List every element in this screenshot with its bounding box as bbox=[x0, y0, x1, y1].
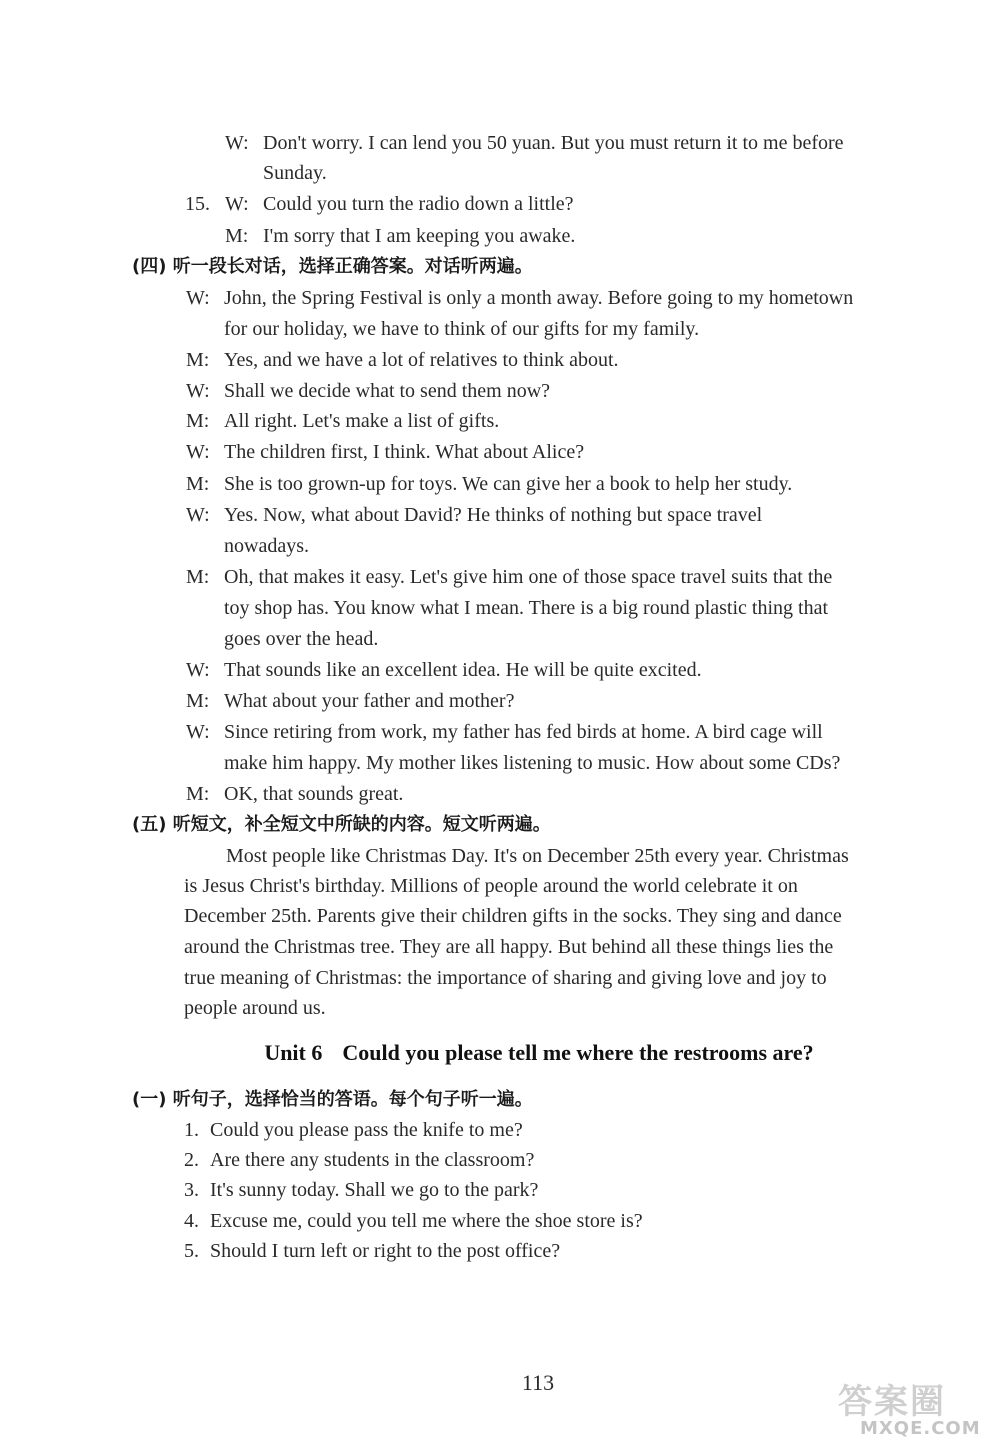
speaker-label: W: bbox=[225, 193, 249, 215]
paragraph-line: December 25th. Parents give their children gifts in the socks. They sing and dance bbox=[184, 905, 842, 927]
item-number: 15. bbox=[185, 193, 210, 215]
dialogue-line bbox=[186, 469, 792, 499]
speaker-label: M: bbox=[186, 349, 210, 371]
dialogue-text: make him happy. My mother likes listening to music. How about some CDs? bbox=[224, 752, 841, 774]
watermark-url: MXQE.COM bbox=[860, 1418, 981, 1439]
page-number: 113 bbox=[521, 1370, 555, 1395]
speaker-label: M: bbox=[186, 473, 210, 495]
item-number: 2. bbox=[184, 1149, 199, 1171]
dialogue-line bbox=[224, 531, 309, 561]
list-item bbox=[184, 1175, 538, 1205]
dialogue-text: Yes, and we have a lot of relatives to think about. bbox=[224, 349, 619, 371]
dialogue-line bbox=[186, 655, 702, 685]
dialogue-line bbox=[186, 686, 514, 716]
speaker-label: W: bbox=[186, 287, 210, 309]
paragraph-line: people around us. bbox=[184, 997, 326, 1019]
dialogue-text: goes over the head. bbox=[224, 628, 379, 650]
watermark-logo bbox=[838, 1374, 988, 1444]
dialogue-line bbox=[186, 283, 853, 313]
paragraph-line: true meaning of Christmas: the importance of sharing and giving love and joy to bbox=[184, 967, 827, 989]
speaker-label: M: bbox=[186, 783, 210, 805]
dialogue-line bbox=[186, 779, 403, 809]
dialogue-line bbox=[224, 314, 699, 344]
speaker-label: W: bbox=[186, 659, 210, 681]
speaker-label: W: bbox=[186, 721, 210, 743]
dialogue-text: Yes. Now, what about David? He thinks of nothing but space travel bbox=[224, 504, 763, 526]
dialogue-text: Oh, that makes it easy. Let's give him one of those space travel suits that the bbox=[224, 566, 833, 588]
dialogue-line bbox=[225, 128, 947, 158]
dialogue-text: The children first, I think. What about Alice? bbox=[224, 441, 585, 463]
dialogue-text: Could you turn the radio down a little? bbox=[263, 193, 574, 215]
dialogue-text: OK, that sounds great. bbox=[224, 783, 404, 805]
dialogue-line bbox=[186, 717, 823, 747]
item-number: 5. bbox=[184, 1240, 199, 1262]
dialogue-line bbox=[186, 562, 832, 592]
dialogue-text: toy shop has. You know what I mean. There is a big round plastic thing that bbox=[224, 597, 829, 619]
item-number: 4. bbox=[184, 1210, 199, 1232]
item-text: Are there any students in the classroom? bbox=[210, 1149, 535, 1171]
speaker-label: W: bbox=[186, 504, 210, 526]
dialogue-line bbox=[186, 345, 619, 375]
paragraph-line: Most people like Christmas Day. It's on December 25th every year. Christmas bbox=[226, 845, 849, 867]
speaker-label: M: bbox=[186, 690, 210, 712]
dialogue-text: That sounds like an excellent idea. He will be quite excited. bbox=[224, 659, 702, 681]
item-text: Should I turn left or right to the post office? bbox=[210, 1240, 561, 1262]
dialogue-line bbox=[186, 376, 550, 406]
dialogue-line bbox=[263, 158, 327, 188]
dialogue-text: John, the Spring Festival is only a month away. Before going to my hometown bbox=[224, 287, 854, 309]
dialogue-line bbox=[224, 748, 840, 778]
dialogue-line bbox=[224, 593, 828, 623]
dialogue-text: Shall we decide what to send them now? bbox=[224, 380, 551, 402]
speaker-label: W: bbox=[186, 441, 210, 463]
watermark-text: 答案圈 bbox=[838, 1382, 946, 1422]
item-number: 1. bbox=[184, 1119, 199, 1141]
list-item bbox=[184, 1145, 534, 1175]
section-heading: (四) 听一段长对话，选择正确答案。对话听两遍。 bbox=[132, 256, 533, 277]
speaker-label: W: bbox=[186, 380, 210, 402]
dialogue-text: for our holiday, we have to think of our gifts for my family. bbox=[224, 318, 700, 340]
dialogue-line bbox=[186, 500, 762, 530]
list-item bbox=[184, 1115, 523, 1145]
dialogue-line bbox=[186, 406, 499, 436]
item-number: 3. bbox=[184, 1179, 199, 1201]
speaker-label: M: bbox=[225, 225, 249, 247]
dialogue-line bbox=[225, 221, 575, 251]
dialogue-text: I'm sorry that I am keeping you awake. bbox=[263, 225, 576, 247]
dialogue-line bbox=[224, 624, 378, 654]
dialogue-text: Sunday. bbox=[263, 162, 327, 184]
unit-label: Unit 6 bbox=[264, 1040, 323, 1065]
unit-title bbox=[0, 1038, 1000, 1068]
list-item bbox=[184, 1236, 560, 1266]
unit-heading: Could you please tell me where the restrooms are? bbox=[342, 1040, 814, 1065]
speaker-label: M: bbox=[186, 410, 210, 432]
dialogue-text: nowadays. bbox=[224, 535, 309, 557]
speaker-label: W: bbox=[225, 132, 249, 154]
dialogue-text: All right. Let's make a list of gifts. bbox=[224, 410, 500, 432]
item-text: Excuse me, could you tell me where the shoe store is? bbox=[210, 1210, 643, 1232]
list-item bbox=[184, 1206, 643, 1236]
dialogue-text: What about your father and mother? bbox=[224, 690, 515, 712]
item-text: Could you please pass the knife to me? bbox=[210, 1119, 523, 1141]
speaker-label: M: bbox=[186, 566, 210, 588]
dialogue-text: Since retiring from work, my father has fed birds at home. A bird cage will bbox=[224, 721, 823, 743]
dialogue-text: She is too grown-up for toys. We can give her a book to help her study. bbox=[224, 473, 793, 495]
paragraph-line: is Jesus Christ's birthday. Millions of people around the world celebrate it on bbox=[184, 875, 798, 897]
paragraph-line: around the Christmas tree. They are all happy. But behind all these things lies the bbox=[184, 936, 834, 958]
section-heading: (五) 听短文，补全短文中所缺的内容。短文听两遍。 bbox=[132, 814, 551, 835]
dialogue-line bbox=[185, 189, 574, 219]
section-heading: (一) 听句子，选择恰当的答语。每个句子听一遍。 bbox=[132, 1089, 533, 1110]
dialogue-line bbox=[186, 437, 584, 467]
dialogue-text: Don't worry. I can lend you 50 yuan. But you must return it to me before bbox=[263, 132, 844, 154]
item-text: It's sunny today. Shall we go to the park? bbox=[210, 1179, 539, 1201]
